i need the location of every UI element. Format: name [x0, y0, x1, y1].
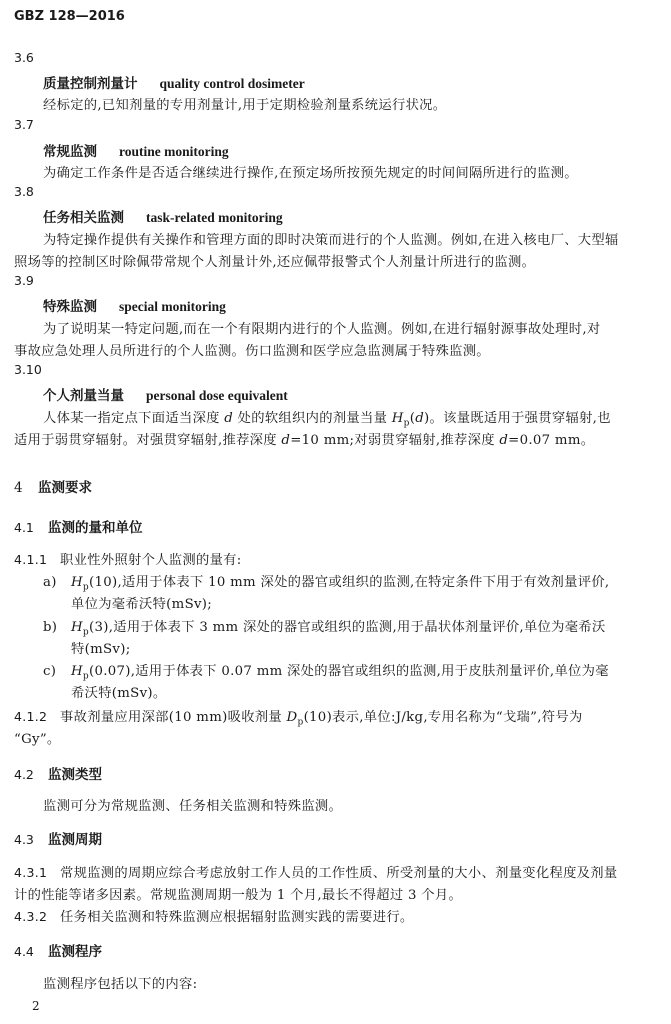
clause-number: 3.7	[14, 117, 34, 132]
list-item-continuation: 希沃特(mSv)。	[71, 686, 167, 701]
term-zh: 特殊监测	[43, 299, 97, 315]
clause-number: 4.1.2	[14, 709, 48, 724]
term-zh: 质量控制剂量计	[43, 76, 138, 92]
definition-text: 照场等的控制区时除佩带常规个人剂量计外,还应佩带报警式个人剂量计所进行的监测。	[14, 255, 536, 270]
term-heading	[43, 384, 288, 404]
list-item-continuation: 单位为毫希沃特(mSv);	[71, 597, 213, 612]
clause-number: 3.9	[14, 273, 34, 288]
clause-text: 4.1.1 职业性外照射个人监测的量有:	[14, 552, 242, 568]
term-zh: 常规监测	[43, 144, 97, 160]
clause-text: 4.1.2 事故剂量应用深部(10 mm)吸收剂量 $D_p(10)$表示,单位:J/kg,专用名称为“戈瑞”,符号为	[14, 709, 583, 728]
term-heading	[43, 206, 283, 226]
term-en: routine monitoring	[119, 144, 229, 159]
clause-number: 3.8	[14, 184, 34, 199]
list-item-label: a)	[43, 575, 57, 590]
definition-text: 经标定的,已知剂量的专用剂量计,用于定期检验剂量系统运行状况。	[43, 98, 447, 113]
term-heading	[43, 140, 229, 160]
definition-text: 为特定操作提供有关操作和管理方面的即时决策而进行的个人监测。例如,在进入核电厂、大型辐	[43, 233, 619, 248]
section-heading	[14, 476, 92, 496]
subsection-number: 4.2	[14, 767, 34, 782]
list-item: b) $H_p(3)$,适用于体表下 3 mm 深处的器官或组织的监测,用于晶状体剂量评价,单位为毫希沃	[43, 620, 606, 638]
definition-text: 为了说明某一特定问题,而在一个有限期内进行的个人监测。例如,在进行辐射源事故处理时,对	[43, 322, 601, 337]
clause-number: 4.3.1	[14, 865, 48, 880]
subsection-title: 监测的量和单位	[48, 520, 143, 536]
list-item: a) $H_p(10)$,适用于体表下 10 mm 深处的器官或组织的监测,在特定条件下用于有效剂量评价,	[43, 575, 610, 593]
definition-text: 人体某一指定点下面适当深度 d 处的软组织内的剂量当量 $H_p(d)$。该量既适用于强贯穿辐射,也	[43, 411, 611, 429]
paragraph: 监测程序包括以下的内容:	[43, 977, 198, 992]
subsection-title: 监测程序	[48, 944, 102, 960]
clause-number: 3.6	[14, 50, 34, 65]
term-en: special monitoring	[119, 299, 226, 314]
term-heading	[43, 295, 226, 315]
clause-text: 4.3.1 常规监测的周期应综合考虑放射工作人员的工作性质、所受剂量的大小、剂量变化程度及剂量	[14, 865, 618, 881]
subsection-number: 4.1	[14, 520, 34, 535]
term-en: personal dose equivalent	[146, 388, 288, 403]
section-title: 监测要求	[38, 480, 92, 496]
clause-number: 4.1.1	[14, 552, 48, 567]
paragraph: 监测可分为常规监测、任务相关监测和特殊监测。	[43, 799, 343, 814]
list-item: c) $H_p(0.07)$,适用于体表下 0.07 mm 深处的器官或组织的监测,用于皮肤剂量评价,单位为毫	[43, 664, 609, 682]
clause-text: 4.3.2 任务相关监测和特殊监测应根据辐射监测实践的需要进行。	[14, 909, 414, 925]
subsection-number: 4.4	[14, 944, 34, 959]
definition-text: 事故应急处理人员所进行的个人监测。伤口监测和医学应急监测属于特殊监测。	[14, 344, 490, 359]
list-item-continuation: 特(mSv);	[71, 642, 131, 657]
clause-number: 3.10	[14, 362, 42, 377]
clause-number: 4.3.2	[14, 909, 48, 924]
subsection-number: 4.3	[14, 832, 34, 847]
term-zh: 任务相关监测	[43, 210, 124, 226]
definition-text: 适用于弱贯穿辐射。对强贯穿辐射,推荐深度 d=10 mm;对弱贯穿辐射,推荐深度 d=0.07 mm。	[14, 433, 595, 448]
subsection-heading	[14, 828, 102, 848]
list-item-label: b)	[43, 620, 58, 635]
term-en: quality control dosimeter	[159, 76, 305, 91]
section-number: 4	[14, 480, 23, 496]
subsection-heading	[14, 940, 102, 960]
page-number: 2	[32, 999, 40, 1013]
clause-text-continuation: “Gy”。	[14, 732, 61, 747]
term-zh: 个人剂量当量	[43, 388, 124, 404]
standard-code-header: GBZ 128—2016	[14, 9, 125, 24]
subsection-heading	[14, 763, 102, 783]
term-en: task-related monitoring	[146, 210, 283, 225]
definition-text: 为确定工作条件是否适合继续进行操作,在预定场所按预先规定的时间间隔所进行的监测。	[43, 166, 578, 181]
list-item-label: c)	[43, 664, 57, 679]
clause-text-continuation: 计的性能等诸多因素。常规监测周期一般为 1 个月,最长不得超过 3 个月。	[14, 888, 463, 903]
subsection-heading	[14, 516, 143, 536]
subsection-title: 监测周期	[48, 832, 102, 848]
term-heading	[43, 72, 305, 92]
subsection-title: 监测类型	[48, 767, 102, 783]
